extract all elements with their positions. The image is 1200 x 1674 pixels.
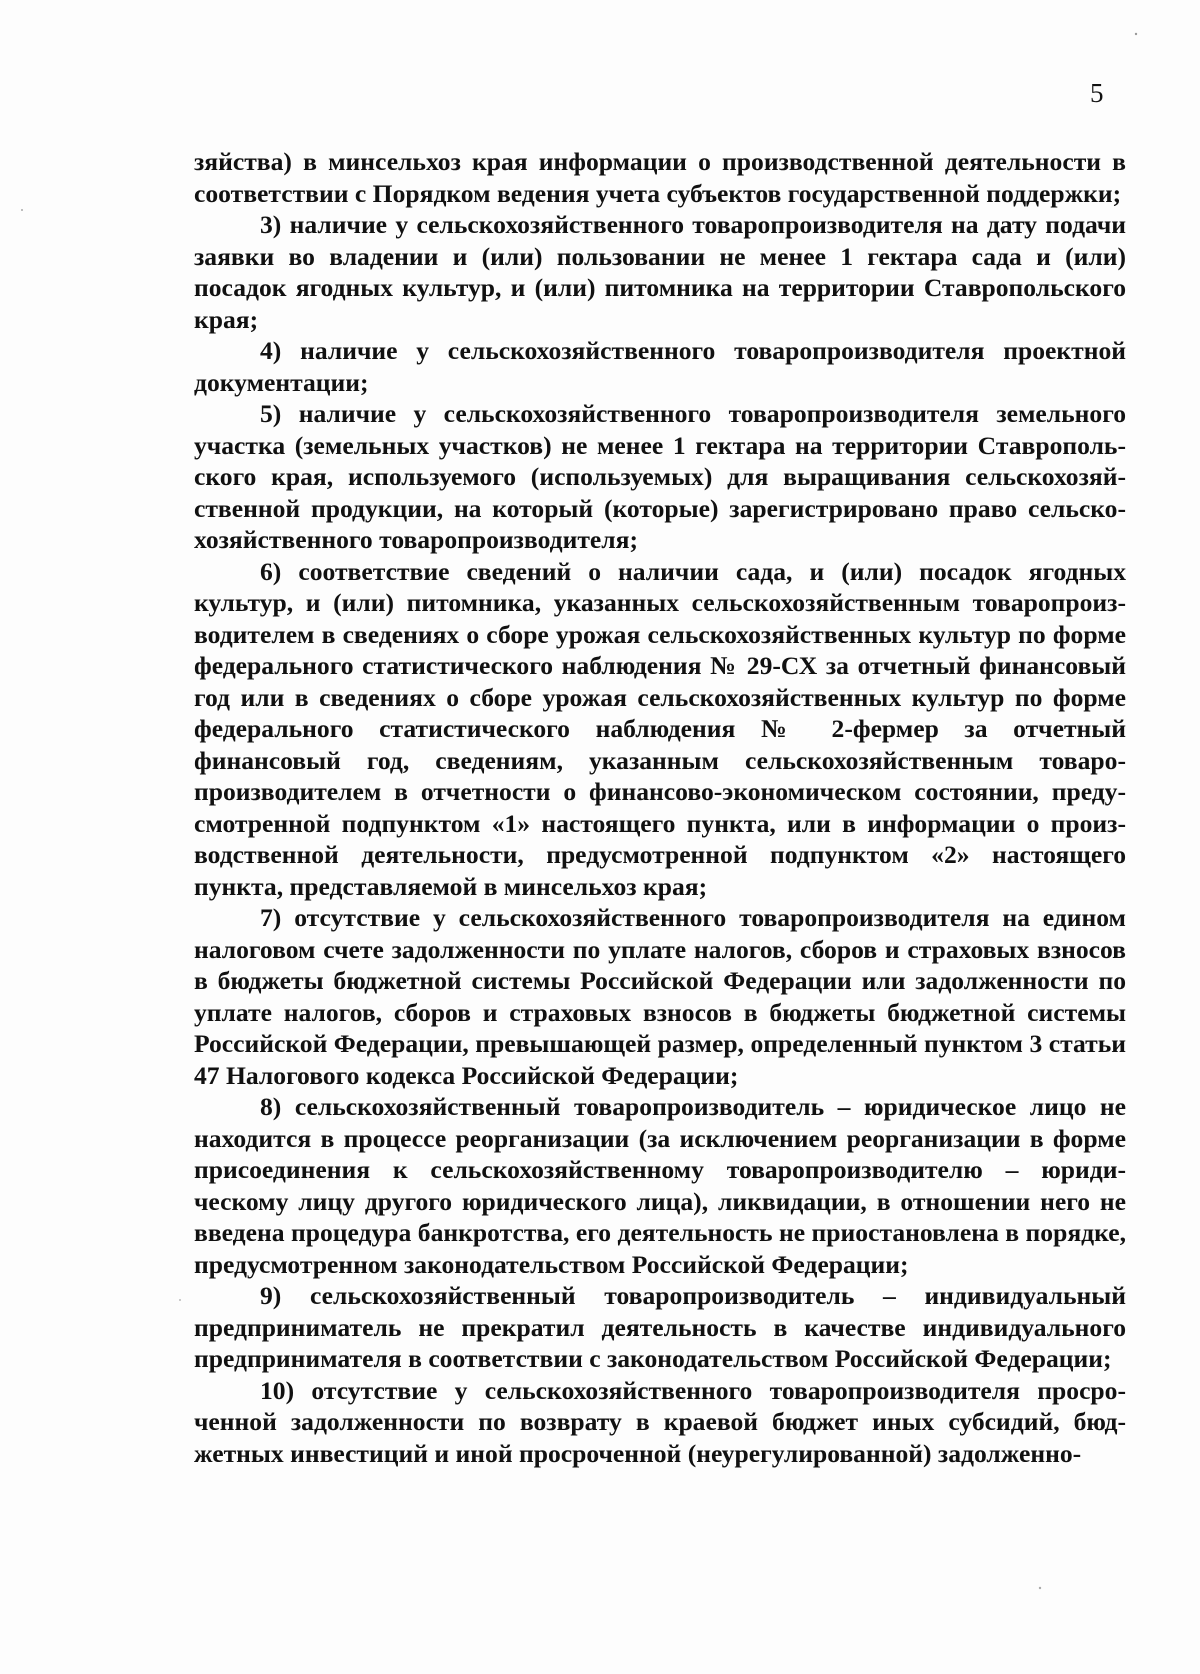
paragraph-item-10: 10) отсутствие у сельскохозяйственного товаропроизводителя просроченной задолженности по возврату в краевой бюджет иных субсидий, бюджетных инвестиций и иной просроченной (неурегулированной) задолженно- (194, 1375, 1126, 1468)
page-number: 5 (1090, 78, 1104, 108)
paragraph-item-3: 3) наличие у сельскохозяйственного товаропроизводителя на дату подачи заявки во владении и (или) пользовании не менее 1 гектара сада и (или) посадок ягодных культур, и (или) питомника на территории Ставропольского края; (194, 210, 1126, 334)
paragraph-item-4: 4) наличие у сельскохозяйственного товаропроизводителя проектной документации; (194, 336, 1126, 397)
paragraph-item-7: 7) отсутствие у сельскохозяйственного товаропроизводителя на едином налоговом счете задолженности по уплате налогов, сборов и страховых взносов в бюджеты бюджетной системы Российской Федерации или задолженности по уплате налогов, сборов и страховых взносов в бюджеты бюджетной системы Российской Федерации, превышающей размер, определенный пунктом 3 статьи 47 Налогового кодекса Российской Федерации; (194, 903, 1126, 1090)
paragraph-item-8: 8) сельскохозяйственный товаропроизводитель – юридическое лицо не находится в процессе реорганизации (за исключением реорганизации в форме присоединения к сельскохозяйственному товаропроизводителю – юридическому лицу другого юридического лица), ликвидации, в отношении него не введена процедура банкротства, его деятельность не приостановлена в порядке, предусмотренном законодательством Российской Федерации; (194, 1092, 1126, 1279)
document-body (194, 146, 1126, 1469)
paragraph-item-6: 6) соответствие сведений о наличии сада, и (или) посадок ягодных культур, и (или) питомника, указанных сельскохозяйственным товаропроизводителем в сведениях о сборе урожая сельскохозяйственных культур по форме федерального статистического наблюдения № 29-СХ за отчетный финансовый год или в сведениях о сборе урожая сельскохозяйственных культур по форме федерального статистического наблюдения № 2-фермер за отчетный финансовый год, сведениям, указанным сельскохозяйственным товаропроизводителем в отчетности о финансово-экономическом состоянии, предусмотренной подпунктом «1» настоящего пункта, или в информации о производственной деятельности, предусмотренной подпунктом «2» настоящего пункта, представляемой в минсельхоз края; (194, 556, 1126, 901)
paragraph-item-9: 9) сельскохозяйственный товаропроизводитель – индивидуальный предприниматель не прекратил деятельность в качестве индивидуального предпринимателя в соответствии с законодательством Российской Федерации; (194, 1281, 1126, 1373)
paragraph-item-5: 5) наличие у сельскохозяйственного товаропроизводителя земельного участка (земельных участков) не менее 1 гектара на территории Ставропольского края, используемого (используемых) для выращивания сельскохозяйственной продукции, на который (которые) зарегистрировано право сельскохозяйственного товаропроизводителя; (194, 399, 1126, 554)
paragraph-continuation: зяйства) в минсельхоз края информации о производственной деятельности в соответствии с Порядком ведения учета субъектов государственной поддержки; (194, 147, 1126, 208)
